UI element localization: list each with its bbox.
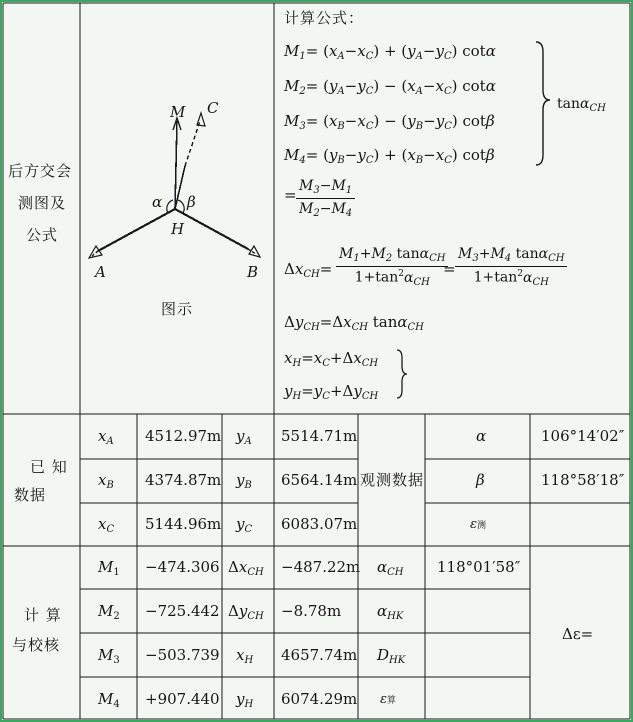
point-label-a: A <box>95 263 106 281</box>
known-ya-value: 5514.71m <box>281 427 358 445</box>
arrow-head-a <box>89 246 102 258</box>
calc-eps-calc-label: ε算 <box>380 692 396 707</box>
calc-m3-label: $M_3$ <box>98 646 120 666</box>
formula-eq-sign: = <box>284 186 297 204</box>
line-to-c <box>185 121 200 166</box>
section2-line2: 数据 <box>14 486 47 504</box>
formula-dy: $\Delta y_{CH}=\Delta x_{CH}$ tanα$_{CH}$ <box>284 313 424 333</box>
formula-m2: $M_2= (y_A-y_C) - (x_A-x_C)$ cotα <box>284 77 496 97</box>
section1-line2: 测图及 <box>18 194 67 212</box>
obs-alpha-value: 106°14′02″ <box>541 427 625 445</box>
obs-beta-value: 118°58′18″ <box>541 471 625 489</box>
diagram-caption: 图示 <box>161 300 194 318</box>
section1-line1: 后方交会 <box>8 162 73 180</box>
arrow-head-c <box>197 113 205 126</box>
calc-m2-value: −725.442 <box>145 602 220 620</box>
obs-title: 观测数据 <box>360 471 425 489</box>
calc-xh-label: $x_H$ <box>236 646 254 666</box>
section3-line1: 计 算 <box>24 606 62 624</box>
formula-yh: $y_H=y_C+\Delta y_{CH}$ <box>284 382 379 402</box>
formula-dx-frac1: $M_1+M_2$ tanα$_{CH}$ $1+\tan^2\alpha_{CH}$ <box>336 246 448 288</box>
calc-m3-value: −503.739 <box>145 646 220 664</box>
calc-alpha-ch-label: $\alpha_{CH}$ <box>377 558 404 578</box>
obs-beta-label: β <box>476 471 485 489</box>
calc-alpha-ch-value: 118°01′58″ <box>437 558 521 576</box>
point-label-h: H <box>171 220 185 238</box>
line-h-b <box>175 209 248 249</box>
calc-xh-value: 4657.74m <box>281 646 358 664</box>
known-xc-label: $x_C$ <box>98 515 115 535</box>
calc-d-hk-label: $D_{HK}$ <box>377 646 406 666</box>
arrow-head-b <box>249 246 260 257</box>
angle-label-beta: β <box>187 193 196 211</box>
known-xc-value: 5144.96m <box>145 515 222 533</box>
calc-yh-label: $y_H$ <box>236 690 254 710</box>
line-h-a <box>98 209 175 251</box>
point-label-m: M <box>170 103 186 121</box>
calc-alpha-hk-label: $\alpha_{HK}$ <box>377 602 404 622</box>
calc-dxch-value: −487.22m <box>281 558 361 576</box>
formula-heading: 计算公式： <box>284 9 365 27</box>
formula-dx-eq: = <box>443 260 456 278</box>
known-xb-value: 4374.87m <box>145 471 222 489</box>
calc-m4-value: +907.440 <box>145 690 220 708</box>
calc-yh-value: 6074.29m <box>281 690 358 708</box>
obs-alpha-label: α <box>476 427 487 445</box>
calc-m1-label: $M_1$ <box>98 558 120 578</box>
calc-delta-eps: Δε= <box>562 625 594 643</box>
brace-h <box>397 350 407 398</box>
calc-m2-label: $M_2$ <box>98 602 120 622</box>
known-yb-label: $y_B$ <box>236 471 252 491</box>
formula-m3: $M_3= (x_B-x_C) - (y_B-y_C)$ cotβ <box>284 112 495 132</box>
known-xb-label: $x_B$ <box>98 471 114 491</box>
known-ya-label: $y_A$ <box>236 427 252 447</box>
known-yc-value: 6083.07m <box>281 515 358 533</box>
formula-dx-frac2: $M_3+M_4$ tanα$_{CH}$ $1+\tan^2\alpha_{CH}$ <box>455 246 567 288</box>
point-label-c: C <box>207 99 219 117</box>
angle-label-alpha: α <box>152 193 163 211</box>
calc-dych-label: $\Delta y_{CH}$ <box>228 602 264 622</box>
calc-m4-label: $M_4$ <box>98 690 120 710</box>
formula-tan-label: tanα$_{CH}$ <box>557 96 606 114</box>
known-xa-label: $x_A$ <box>98 427 114 447</box>
section3-line2: 与校核 <box>12 636 61 654</box>
calc-dych-value: −8.78m <box>281 602 342 620</box>
formula-xh: $x_H=x_C+\Delta x_{CH}$ <box>284 349 379 369</box>
brace-m <box>536 42 550 165</box>
formula-dx-lhs: $\Delta x_{CH}=$ <box>284 260 333 280</box>
known-yb-value: 6564.14m <box>281 471 358 489</box>
point-label-b: B <box>247 263 259 281</box>
formula-m1: $M_1= (x_A-x_C) + (y_A-y_C)$ cotα <box>284 42 496 62</box>
line-to-m <box>175 121 177 209</box>
calc-m1-value: −474.306 <box>145 558 220 576</box>
section1-line3: 公式 <box>26 226 59 244</box>
section2-line1: 已 知 <box>30 458 68 476</box>
obs-eps-label: ε测 <box>470 517 486 532</box>
formula-tan-fraction: $\frac{M_3-M_1}{M_2-M_4}$ <box>296 178 355 219</box>
known-yc-label: $y_C$ <box>236 515 253 535</box>
calc-dxch-label: $\Delta x_{CH}$ <box>228 558 264 578</box>
formula-m4: $M_4= (y_B-y_C) + (x_B-x_C)$ cotβ <box>284 146 495 166</box>
known-xa-value: 4512.97m <box>145 427 222 445</box>
